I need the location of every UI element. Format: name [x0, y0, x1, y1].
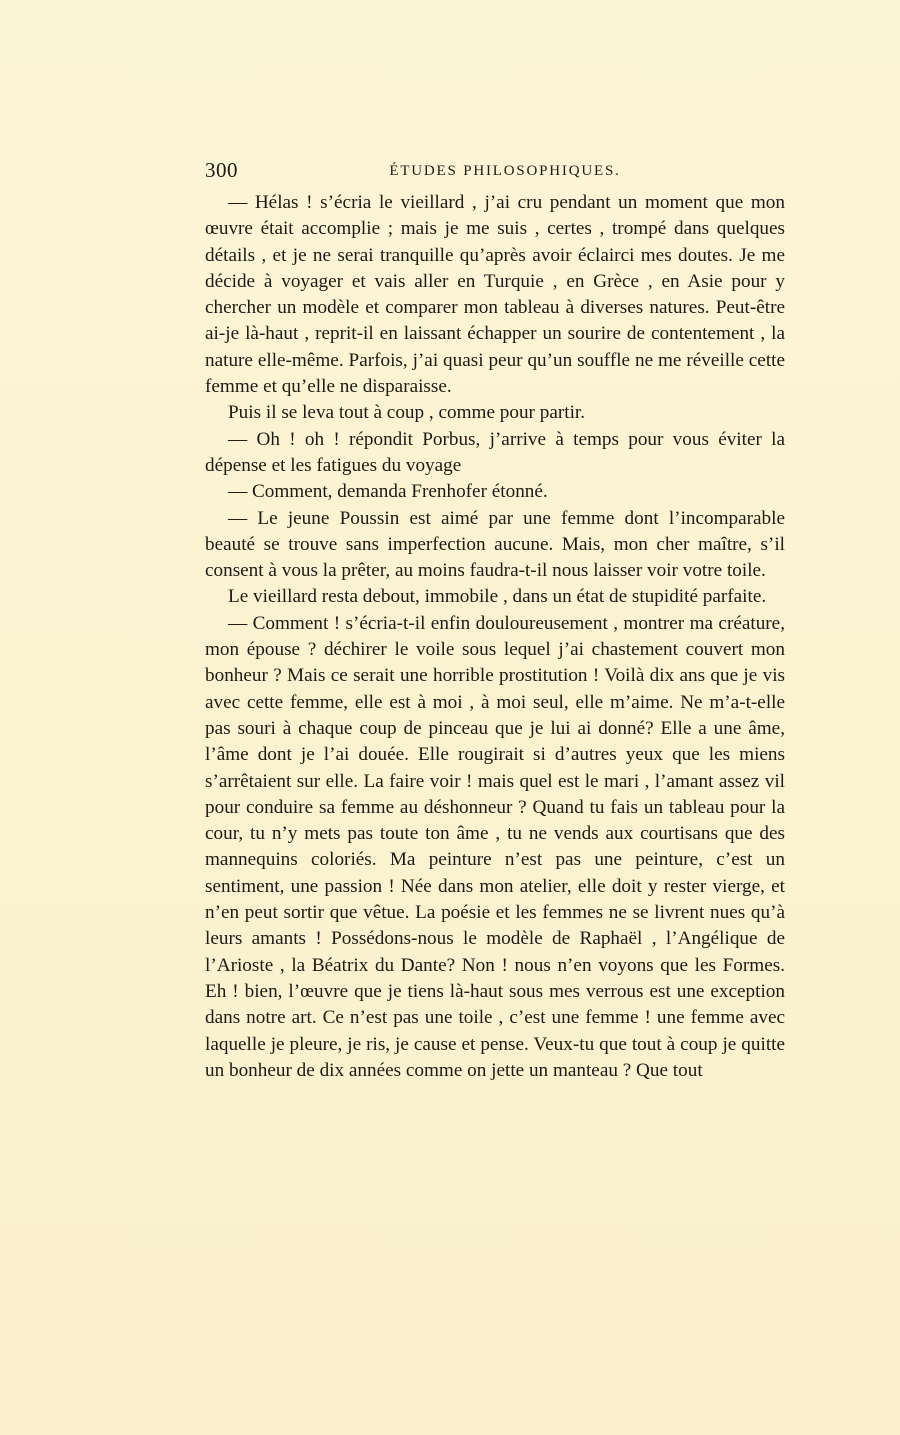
body-text	[205, 190, 785, 1084]
page-number: 300	[205, 158, 238, 182]
running-title: ÉTUDES PHILOSOPHIQUES.	[389, 163, 621, 179]
paragraph: Le vieillard resta debout, immobile , dans un état de stupidité parfaite.	[228, 586, 767, 608]
paragraph: — Le jeune Poussin est aimé par une femme dont l’incomparable beauté se trouve sans imperfection aucune. Mais, mon cher maître, s’il consent à vous la prêter, au moins faudra-t-il nous laisser voir votre toile.	[205, 507, 785, 582]
text-block	[205, 158, 785, 1084]
paragraph: — Oh ! oh ! répondit Porbus, j’arrive à temps pour vous éviter la dépense et les fatigues du voyage	[205, 428, 785, 476]
paragraph: — Comment ! s’écria-t-il enfin douloureusement , montrer ma créature, mon épouse ? déchirer le voile sous lequel j’ai chastement couvert mon bonheur ? Mais ce serait une horrible prostitution ! Voilà dix ans que je vis avec cette femme, elle est à moi , à moi seul, elle m’aime. Ne m’a-t-elle pas souri à chaque coup de pinceau que je lui ai donné? Elle a une âme, l’âme dont je l’ai douée. Elle rougirait si d’autres yeux que les miens s’arrêtaient sur elle. La faire voir ! mais quel est le mari , l’amant assez vil pour conduire sa femme au déshonneur ? Quand tu fais un tableau pour la cour, tu n’y mets pas toute ton âme , tu ne vends aux courtisans que des mannequins coloriés. Ma peinture n’est pas une peinture, c’est un sentiment, une passion ! Née dans mon atelier, elle doit y rester vierge, et n’en peut sortir que vêtue. La poésie et les femmes ne se livrent nues qu’à leurs amants ! Possédons-nous le modèle de Raphaël , l’Angélique de l’Arioste , la Béatrix du Dante? Non ! nous n’en voyons que les Formes. Eh ! bien, l’œuvre que je tiens là-haut sous mes verrous est une exception dans notre art. Ce n’est pas une toile , c’est une femme ! une femme avec laquelle je pleure, je ris, je cause et pense. Veux-tu que tout à coup je quitte un bonheur de dix années comme on jette un manteau ? Que tout	[205, 612, 785, 1081]
running-head	[205, 158, 785, 188]
paragraph: — Comment, demanda Frenhofer étonné.	[228, 481, 548, 503]
paragraph: Puis il se leva tout à coup , comme pour partir.	[228, 402, 586, 424]
paragraph: — Hélas ! s’écria le vieillard , j’ai cru pendant un moment que mon œuvre était accomplie ; mais je me suis , certes , trompé dans quelques détails , et je ne serai tranquille qu’après avoir éclairci mes doutes. Je me décide à voyager et vais aller en Turquie , en Grèce , en Asie pour y chercher un modèle et comparer mon tableau à diverses natures. Peut-être ai-je là-haut , reprit-il en laissant échapper un sourire de contentement , la nature elle-même. Parfois, j’ai quasi peur qu’un souffle ne me réveille cette femme et qu’elle ne disparaisse.	[205, 192, 785, 398]
